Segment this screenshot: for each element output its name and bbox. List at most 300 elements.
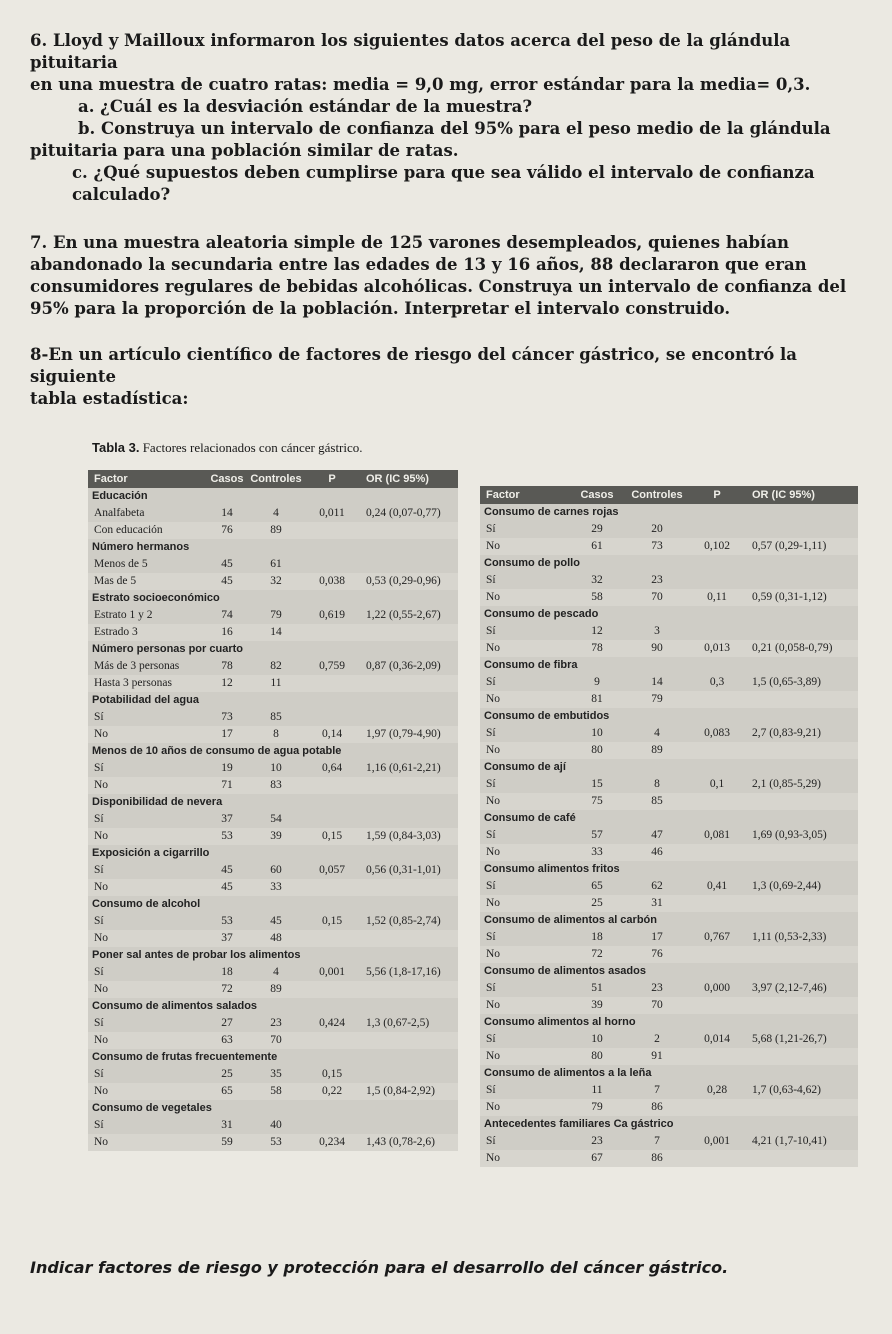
factor-level: Sí	[94, 711, 104, 723]
factor-level: No	[486, 642, 501, 654]
header-factor: Factor	[94, 473, 128, 485]
factor-level: Menos de 5	[94, 558, 148, 570]
factor-level: Sí	[94, 1068, 104, 1080]
controles-value: 8	[273, 728, 279, 740]
casos-value: 53	[221, 830, 233, 842]
question-8-line-2: tabla estadística:	[30, 389, 189, 408]
p-value: 0,038	[319, 575, 345, 587]
or-value: 1,97 (0,79-4,90)	[366, 728, 441, 740]
factor-group-title: Consumo de pollo	[484, 557, 580, 569]
controles-value: 62	[651, 880, 663, 892]
table-row	[480, 1099, 858, 1116]
risk-factor-table-right	[480, 486, 858, 1167]
casos-value: 74	[221, 609, 233, 621]
casos-value: 80	[591, 744, 603, 756]
factor-group-title: Consumo de frutas frecuentemente	[92, 1051, 278, 1063]
or-value: 1,16 (0,61-2,21)	[366, 762, 441, 774]
table-row	[480, 521, 858, 538]
controles-value: 31	[651, 897, 663, 909]
factor-level: Sí	[486, 931, 496, 943]
controles-value: 46	[651, 846, 663, 858]
table-row	[480, 742, 858, 759]
or-value: 1,5 (0,84-2,92)	[366, 1085, 435, 1097]
factor-level: No	[94, 779, 109, 791]
casos-value: 51	[591, 982, 603, 994]
or-value: 5,56 (1,8-17,16)	[366, 966, 441, 978]
controles-value: 23	[270, 1017, 282, 1029]
or-value	[362, 1032, 458, 1049]
factor-group-title: Número personas por cuarto	[92, 643, 243, 655]
table-row	[88, 811, 458, 828]
table-row	[480, 589, 858, 606]
factor-group-title: Consumo de vegetales	[92, 1102, 212, 1114]
controles-value: 39	[270, 830, 282, 842]
factor-level: No	[486, 1101, 501, 1113]
or-value: 2,1 (0,85-5,29)	[752, 778, 821, 790]
casos-value: 63	[221, 1034, 233, 1046]
factor-group-title: Exposición a cigarrillo	[92, 847, 210, 859]
p-value: 0,619	[319, 609, 345, 621]
p-value: 0,64	[321, 762, 343, 774]
p-value	[686, 793, 748, 810]
factor-group-rows	[480, 725, 858, 759]
p-value	[686, 997, 748, 1014]
or-value: 0,21 (0,058-0,79)	[752, 642, 833, 654]
question-6-line-2: en una muestra de cuatro ratas: media = 9,0 mg, error estándar para la media= 0,3.	[30, 75, 811, 94]
header-controles: Controles	[631, 489, 683, 501]
table-row	[88, 862, 458, 879]
or-value: 1,3 (0,69-2,44)	[752, 880, 821, 892]
factor-group-title: Disponibilidad de nevera	[92, 796, 223, 808]
p-value: 0,11	[707, 591, 727, 603]
factor-group-rows	[480, 1082, 858, 1116]
factor-level: Más de 3 personas	[94, 660, 180, 672]
p-value	[686, 1150, 748, 1167]
table-caption-text: Factores relacionados con cáncer gástrico.	[142, 440, 363, 455]
p-value: 0,081	[704, 829, 730, 841]
factor-group-title: Estrato socioeconómico	[92, 592, 220, 604]
table-row	[88, 675, 458, 692]
factor-group-title: Menos de 10 años de consumo de agua potable	[92, 745, 342, 757]
factor-level: Con educación	[94, 524, 163, 536]
p-value	[686, 521, 748, 538]
factor-level: Sí	[486, 982, 496, 994]
table-row	[480, 1048, 858, 1065]
factor-level: No	[94, 1034, 109, 1046]
p-value: 0,28	[706, 1084, 728, 1096]
controles-value: 7	[654, 1084, 660, 1096]
factor-group-title: Consumo de alimentos asados	[484, 965, 646, 977]
table-row	[88, 1083, 458, 1100]
question-6	[30, 30, 880, 206]
factor-level: Sí	[486, 523, 496, 535]
or-value	[748, 895, 858, 912]
factor-level: Sí	[486, 625, 496, 637]
controles-value: 89	[270, 983, 282, 995]
table-row	[88, 981, 458, 998]
casos-value: 75	[591, 795, 603, 807]
or-value	[748, 793, 858, 810]
factor-group-rows	[480, 623, 858, 657]
casos-value: 16	[221, 626, 233, 638]
p-value: 0,759	[319, 660, 345, 672]
question-7	[30, 232, 880, 320]
casos-value: 18	[221, 966, 233, 978]
p-value	[302, 1117, 362, 1134]
or-value	[362, 777, 458, 794]
p-value: 0,014	[704, 1033, 730, 1045]
p-value: 0,22	[321, 1085, 343, 1097]
factor-group-title: Consumo de fibra	[484, 659, 578, 671]
factor-level: No	[486, 591, 501, 603]
table-row	[88, 1032, 458, 1049]
casos-value: 78	[591, 642, 603, 654]
or-value	[748, 997, 858, 1014]
casos-value: 65	[221, 1085, 233, 1097]
controles-value: 85	[651, 795, 663, 807]
controles-value: 54	[270, 813, 282, 825]
p-value	[302, 930, 362, 947]
casos-value: 79	[591, 1101, 603, 1113]
factor-level: No	[486, 795, 501, 807]
controles-value: 4	[273, 966, 279, 978]
or-value	[362, 930, 458, 947]
factor-level: Hasta 3 personas	[94, 677, 172, 689]
p-value	[302, 709, 362, 726]
or-value: 1,52 (0,85-2,74)	[366, 915, 441, 927]
controles-value: 79	[270, 609, 282, 621]
controles-value: 8	[654, 778, 660, 790]
factor-group-rows	[88, 1066, 458, 1100]
factor-level: No	[94, 881, 109, 893]
question-7-line-1: 7. En una muestra aleatoria simple de 125 varones desempleados, quienes habían	[30, 233, 790, 252]
controles-value: 7	[654, 1135, 660, 1147]
or-value	[362, 709, 458, 726]
factor-level: Sí	[94, 813, 104, 825]
controles-value: 35	[270, 1068, 282, 1080]
casos-value: 72	[591, 948, 603, 960]
controles-value: 4	[654, 727, 660, 739]
casos-value: 18	[591, 931, 603, 943]
controles-value: 23	[651, 982, 663, 994]
factor-level: Sí	[486, 676, 496, 688]
or-value: 1,5 (0,65-3,89)	[752, 676, 821, 688]
factor-group-rows	[88, 964, 458, 998]
table-row	[480, 827, 858, 844]
factor-group-rows	[88, 811, 458, 845]
question-8	[30, 344, 880, 410]
table-row	[480, 1133, 858, 1150]
controles-value: 91	[651, 1050, 663, 1062]
casos-value: 59	[221, 1136, 233, 1148]
table-row	[480, 725, 858, 742]
factor-group-title: Consumo alimentos fritos	[484, 863, 620, 875]
or-value: 0,57 (0,29-1,11)	[752, 540, 827, 552]
p-value: 0,102	[704, 540, 730, 552]
casos-value: 31	[221, 1119, 233, 1131]
controles-value: 90	[651, 642, 663, 654]
or-value	[748, 521, 858, 538]
controles-value: 85	[270, 711, 282, 723]
or-value: 5,68 (1,21-26,7)	[752, 1033, 827, 1045]
casos-value: 12	[221, 677, 233, 689]
table-row	[88, 709, 458, 726]
question-7-line-4: 95% para la proporción de la población. Interpretar el intervalo construido.	[30, 299, 731, 318]
or-value	[748, 1048, 858, 1065]
or-value	[362, 522, 458, 539]
factor-level: Mas de 5	[94, 575, 137, 587]
instruction-text: Indicar factores de riesgo y protección para el desarrollo del cáncer gástrico.	[30, 1258, 729, 1277]
table-row	[88, 964, 458, 981]
table-row	[88, 1134, 458, 1151]
controles-value: 82	[270, 660, 282, 672]
or-value: 0,56 (0,31-1,01)	[366, 864, 441, 876]
header-p: P	[328, 473, 336, 485]
question-7-line-3: consumidores regulares de bebidas alcohólicas. Construya un intervalo de confianza del	[30, 277, 847, 296]
question-8-line-1: 8-En un artículo científico de factores de riesgo del cáncer gástrico, se encontró la siguiente	[30, 345, 797, 386]
or-value	[362, 675, 458, 692]
or-value	[748, 623, 858, 640]
table-row	[88, 879, 458, 896]
casos-value: 80	[591, 1050, 603, 1062]
table-row	[480, 674, 858, 691]
factor-group-title: Consumo de carnes rojas	[484, 506, 619, 518]
or-value	[362, 811, 458, 828]
controles-value: 14	[651, 676, 663, 688]
risk-factor-table-left	[88, 470, 458, 1151]
factor-level: No	[94, 1136, 109, 1148]
factor-level: No	[486, 744, 501, 756]
header-p: P	[713, 489, 721, 501]
controles-value: 40	[270, 1119, 282, 1131]
or-value	[362, 624, 458, 641]
factor-group-rows	[88, 760, 458, 794]
casos-value: 65	[591, 880, 603, 892]
p-value: 0,1	[709, 778, 725, 790]
table-row	[480, 980, 858, 997]
or-value	[748, 1099, 858, 1116]
or-value	[362, 1117, 458, 1134]
factor-group-title: Consumo de pescado	[484, 608, 599, 620]
casos-value: 57	[591, 829, 603, 841]
question-7-line-2: abandonado la secundaria entre las edades de 13 y 16 años, 88 declararon que eran	[30, 255, 807, 274]
question-6-line-1: 6. Lloyd y Mailloux informaron los siguientes datos acerca del peso de la glándula pituitaria	[30, 31, 791, 72]
or-value	[748, 946, 858, 963]
table-row	[88, 607, 458, 624]
factor-level: No	[94, 728, 109, 740]
p-value	[686, 742, 748, 759]
or-value	[362, 879, 458, 896]
p-value: 0,234	[319, 1136, 345, 1148]
factor-level: No	[94, 1085, 109, 1097]
table-row	[88, 913, 458, 930]
casos-value: 45	[221, 864, 233, 876]
or-value: 0,87 (0,36-2,09)	[366, 660, 441, 672]
casos-value: 27	[221, 1017, 233, 1029]
table-row	[480, 1031, 858, 1048]
controles-value: 70	[651, 591, 663, 603]
factor-level: No	[486, 1152, 501, 1164]
table-header	[88, 470, 458, 488]
p-value: 0,3	[709, 676, 725, 688]
factor-level: Sí	[486, 778, 496, 790]
or-value	[748, 572, 858, 589]
table-row	[480, 572, 858, 589]
table-row	[88, 1117, 458, 1134]
factor-level: No	[486, 1050, 501, 1062]
factor-level: Sí	[486, 880, 496, 892]
table-caption	[92, 440, 363, 456]
or-value: 1,43 (0,78-2,6)	[366, 1136, 435, 1148]
p-value: 0,14	[321, 728, 343, 740]
casos-value: 14	[221, 507, 233, 519]
controles-value: 76	[651, 948, 663, 960]
or-value: 1,3 (0,67-2,5)	[366, 1017, 430, 1029]
controles-value: 47	[651, 829, 663, 841]
factor-level: No	[486, 693, 501, 705]
table-caption-label: Tabla 3.	[92, 440, 140, 455]
p-value: 0,424	[319, 1017, 345, 1029]
or-value: 1,69 (0,93-3,05)	[752, 829, 827, 841]
casos-value: 15	[591, 778, 603, 790]
factor-level: No	[486, 897, 501, 909]
factor-group-rows	[480, 572, 858, 606]
factor-level: Sí	[94, 1017, 104, 1029]
controles-value: 3	[654, 625, 660, 637]
table-row	[480, 929, 858, 946]
p-value: 0,15	[321, 830, 343, 842]
question-6c-line-1: c. ¿Qué supuestos deben cumplirse para que sea válido el intervalo de confianza	[72, 163, 815, 182]
factor-group-rows	[480, 1031, 858, 1065]
or-value: 1,22 (0,55-2,67)	[366, 609, 441, 621]
or-value: 0,24 (0,07-0,77)	[366, 507, 441, 519]
question-6a: a. ¿Cuál es la desviación estándar de la muestra?	[78, 97, 533, 116]
factor-group-title: Número hermanos	[92, 541, 190, 553]
casos-value: 25	[221, 1068, 233, 1080]
controles-value: 89	[651, 744, 663, 756]
casos-value: 25	[591, 897, 603, 909]
table-header	[480, 486, 858, 504]
factor-group-rows	[480, 929, 858, 963]
p-value: 0,083	[704, 727, 730, 739]
controles-value: 45	[270, 915, 282, 927]
factor-group-title: Educación	[92, 490, 148, 502]
casos-value: 17	[221, 728, 233, 740]
factor-group-rows	[88, 658, 458, 692]
factor-group-rows	[480, 878, 858, 912]
table-row	[88, 658, 458, 675]
table-row	[480, 538, 858, 555]
factor-level: Sí	[486, 1135, 496, 1147]
factor-group-title: Consumo alimentos al horno	[484, 1016, 636, 1028]
table-row	[88, 573, 458, 590]
table-row	[480, 691, 858, 708]
factor-group-rows	[480, 674, 858, 708]
or-value: 1,11 (0,53-2,33)	[752, 931, 827, 943]
casos-value: 58	[591, 591, 603, 603]
table-row	[88, 505, 458, 522]
factor-level: Analfabeta	[94, 507, 145, 519]
or-value	[748, 691, 858, 708]
controles-value: 79	[651, 693, 663, 705]
casos-value: 39	[591, 999, 603, 1011]
factor-level: Sí	[486, 829, 496, 841]
controles-value: 60	[270, 864, 282, 876]
p-value: 0,011	[319, 507, 345, 519]
factor-level: Sí	[94, 762, 104, 774]
casos-value: 11	[591, 1084, 603, 1096]
p-value: 0,15	[321, 915, 343, 927]
header-casos: Casos	[210, 473, 244, 485]
or-value	[748, 1150, 858, 1167]
factor-level: No	[486, 948, 501, 960]
or-value	[748, 844, 858, 861]
p-value	[686, 1099, 748, 1116]
header-or: OR (IC 95%)	[366, 473, 429, 485]
controles-value: 32	[270, 575, 282, 587]
p-value: 0,41	[706, 880, 728, 892]
casos-value: 29	[591, 523, 603, 535]
controles-value: 48	[270, 932, 282, 944]
casos-value: 81	[591, 693, 603, 705]
p-value: 0,057	[319, 864, 345, 876]
table-row	[88, 522, 458, 539]
factor-group-title: Consumo de alimentos al carbón	[484, 914, 657, 926]
controles-value: 10	[270, 762, 282, 774]
casos-value: 19	[221, 762, 233, 774]
factor-level: Sí	[94, 915, 104, 927]
controles-value: 61	[270, 558, 282, 570]
casos-value: 10	[591, 1033, 603, 1045]
header-controles: Controles	[250, 473, 302, 485]
or-value: 3,97 (2,12-7,46)	[752, 982, 827, 994]
table-row	[480, 1082, 858, 1099]
factor-level: Sí	[94, 1119, 104, 1131]
table-row	[480, 844, 858, 861]
factor-level: Estrato 1 y 2	[94, 609, 153, 621]
p-value	[686, 1048, 748, 1065]
p-value	[302, 675, 362, 692]
casos-value: 32	[591, 574, 603, 586]
factor-level: Sí	[486, 727, 496, 739]
factor-group-title: Potabilidad del agua	[92, 694, 199, 706]
p-value	[302, 624, 362, 641]
factor-group-rows	[480, 827, 858, 861]
controles-value: 14	[270, 626, 282, 638]
question-6c-line-2: calculado?	[72, 185, 171, 204]
or-value	[362, 981, 458, 998]
table-row	[480, 1150, 858, 1167]
table-row	[88, 624, 458, 641]
table-row	[88, 726, 458, 743]
or-value: 0,59 (0,31-1,12)	[752, 591, 827, 603]
factor-level: No	[486, 846, 501, 858]
casos-value: 12	[591, 625, 603, 637]
controles-value: 33	[270, 881, 282, 893]
factor-group-title: Antecedentes familiares Ca gástrico	[484, 1118, 674, 1130]
or-value: 2,7 (0,83-9,21)	[752, 727, 821, 739]
p-value	[302, 777, 362, 794]
controles-value: 4	[273, 507, 279, 519]
or-value: 1,7 (0,63-4,62)	[752, 1084, 821, 1096]
casos-value: 73	[221, 711, 233, 723]
controles-value: 86	[651, 1152, 663, 1164]
factor-group-rows	[88, 862, 458, 896]
p-value: 0,001	[319, 966, 345, 978]
factor-group-rows	[88, 505, 458, 539]
controles-value: 53	[270, 1136, 282, 1148]
factor-level: Sí	[486, 1084, 496, 1096]
